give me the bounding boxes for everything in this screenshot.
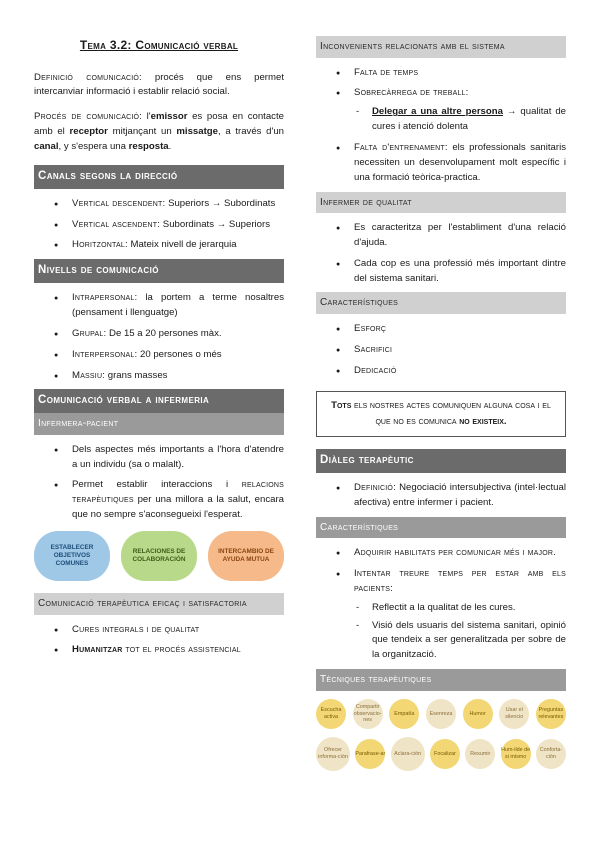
technique-bubble: Resumir xyxy=(465,739,495,769)
list-item xyxy=(316,141,566,186)
section-header-canals: Canals segons la direcció xyxy=(34,165,284,189)
item-label: Humanitzar xyxy=(72,644,123,656)
pill-ayuda-mutua: INTERCAMBIO DE AYUDA MUTUA xyxy=(208,531,284,581)
definition-paragraph xyxy=(34,71,284,101)
process-text: l' xyxy=(141,111,151,123)
list-item xyxy=(316,567,566,663)
term-canal: canal xyxy=(34,141,59,153)
item-label: Vertical descendent: xyxy=(72,197,166,209)
item-text: la portem a terme nosaltres (pensament i llenguatge) xyxy=(72,292,284,318)
list-item xyxy=(316,481,566,511)
technique-bubble: Aclara-ción xyxy=(391,737,425,771)
quote-box xyxy=(316,391,566,438)
definition-label: Definició comunicació: xyxy=(34,71,142,83)
infermera-pacient-list xyxy=(34,443,284,523)
technique-bubble: Focalizar xyxy=(430,739,460,769)
list-item xyxy=(34,327,284,342)
technique-bubble: Empatía xyxy=(389,699,419,729)
item-label: relacions terapèutiques xyxy=(72,479,284,506)
item-text: Subordinats → Superiors xyxy=(160,218,270,230)
qualitat-list xyxy=(316,221,566,286)
technique-bubble: Parafrase-ar xyxy=(355,739,385,769)
term-emissor: emissor xyxy=(150,111,188,123)
subsection-header-caracteristiques: Característiques xyxy=(316,517,566,539)
item-text: Negociació intersubjectiva (intel·lectual afectiva) entre infermer i pacient. xyxy=(354,481,566,508)
list-item xyxy=(34,218,284,233)
item-label: Interpersonal: xyxy=(72,348,138,360)
left-column xyxy=(34,36,284,664)
item-label: Delegar a una altre persona xyxy=(372,106,503,118)
tecniques-row xyxy=(316,737,566,771)
technique-bubble: Ofrecer informa-ción xyxy=(316,737,350,771)
list-item xyxy=(34,478,284,523)
item-text: Mateix nivell de jerarquia xyxy=(127,239,237,251)
item-text: per una millora a la salut, encara que no sempre s'aconsegueixi l'esperat. xyxy=(72,494,284,521)
list-item xyxy=(316,86,566,135)
list-item: ● Es caracteritza per l'establiment d'una relació d'ajuda. xyxy=(316,221,566,251)
list-item xyxy=(34,291,284,321)
section-header-caracteristiques: Característiques xyxy=(316,292,566,314)
section-header-dialeg: Diàleg terapèutic xyxy=(316,449,566,473)
item-text: 20 persones o més xyxy=(137,348,222,360)
item-label: Grupal: xyxy=(72,327,107,339)
section-header-eficac: Comunicació terapèutica eficaç i satisfactoria xyxy=(34,593,284,615)
section-header-infermeria: Comunicació verbal a infermeria xyxy=(34,389,284,413)
definition-text: procés que ens permet intercanviar informació i establir relació social. xyxy=(34,71,284,98)
sublist-item: - Visió dels usuaris del sistema sanitari, opinió que tendeix a ser generalitzada per sobre de la organització. xyxy=(354,619,566,664)
pill-objetivos: ESTABLECER OBJETIVOS COMUNES xyxy=(34,531,110,581)
nivells-list xyxy=(34,291,284,383)
list-item xyxy=(34,643,284,658)
caracteristiques-list xyxy=(316,322,566,379)
item-label: Massiu: xyxy=(72,369,106,381)
quote-text: els nostres actes comuniquen alguna cosa i el que no es comunica xyxy=(351,399,551,427)
list-item: ● Adquirir habilitats per comunicar més i major. xyxy=(316,546,566,561)
technique-bubble: Conforta-ción xyxy=(536,739,566,769)
process-text: , y s'espera una xyxy=(58,141,129,153)
item-label: Vertical ascendent: xyxy=(72,218,161,230)
list-item: ● Cures integrals i de qualitat xyxy=(34,623,284,638)
dialeg-list xyxy=(316,481,566,511)
tecniques-graphic xyxy=(316,699,566,771)
section-header-nivells: Nivells de comunicació xyxy=(34,259,284,283)
process-text: , a través d'un xyxy=(217,126,284,138)
sublist xyxy=(354,601,566,663)
process-text: . xyxy=(168,141,172,153)
section-header-qualitat: Infermer de qualitat xyxy=(316,192,566,214)
term-resposta: resposta xyxy=(128,141,169,153)
inconvenients-list xyxy=(316,66,566,186)
pill-colaboracion: RELACIONES DE COLABORACIÓN xyxy=(121,531,197,581)
list-item: ● Sacrifici xyxy=(316,343,566,358)
technique-bubble: Hum-ilde de si mismo xyxy=(501,739,531,769)
process-label: Procés de comunicació: xyxy=(34,111,142,123)
list-item xyxy=(34,348,284,363)
technique-bubble: Escucha activa xyxy=(316,699,346,729)
term-receptor: receptor xyxy=(69,126,108,138)
right-column xyxy=(316,36,566,779)
list-item: ● Esforç xyxy=(316,322,566,337)
caracteristiques-dialeg-list xyxy=(316,546,566,663)
quote-emphasis: Tots xyxy=(331,399,352,411)
eficac-list xyxy=(34,623,284,659)
item-label: Definició: xyxy=(354,481,396,493)
item-text: tot el procés assistencial xyxy=(122,644,241,656)
list-item: ● Cada cop es una professió més important dintre del sistema sanitari. xyxy=(316,257,566,287)
process-paragraph xyxy=(34,110,284,155)
item-text: Permet establir interaccions i xyxy=(72,479,242,491)
subsection-header-infermera-pacient: Infermera-pacient xyxy=(34,413,284,435)
term-missatge: missatge xyxy=(176,126,218,138)
sublist xyxy=(354,105,566,135)
technique-bubble: Preguntas relevantes xyxy=(536,699,566,729)
process-text: mitjançant un xyxy=(107,126,177,138)
technique-bubble: Humor xyxy=(463,699,493,729)
item-text: De 15 a 20 persones màx. xyxy=(106,327,222,339)
item-label: Intrapersonal: xyxy=(72,292,138,304)
item-label: Falta d'entrenament: xyxy=(354,141,448,153)
item-label: Horitzontal: xyxy=(72,239,128,251)
page-title: Tema 3.2: Comunicació verbal xyxy=(79,38,239,52)
list-item xyxy=(34,197,284,212)
list-item: ● Falta de temps xyxy=(316,66,566,81)
list-item: ● Dels aspectes més importants a l'hora d'atendre a un individu (sa o malalt). xyxy=(34,443,284,473)
relation-pills xyxy=(34,531,284,581)
item-text: Superiors → Subordinats xyxy=(165,197,276,209)
technique-bubble: Esenreza xyxy=(426,699,456,729)
quote-emphasis: no existeix. xyxy=(459,415,507,427)
list-item xyxy=(34,238,284,253)
technique-bubble: Usar el silencio xyxy=(499,699,529,729)
canals-list xyxy=(34,197,284,254)
sublist-item: - Reflectit a la qualitat de les cures. xyxy=(354,601,566,616)
process-text: es posa en contacte amb el xyxy=(34,111,284,138)
tecniques-row xyxy=(316,699,566,729)
item-text: els professionals sanitaris necessiten un desenvolupament molt específic i una formació teòrica-practica. xyxy=(354,141,567,183)
item-label: Intentar treure temps per estar amb els pacients: xyxy=(354,568,566,594)
item-text: grans masses xyxy=(105,369,168,381)
technique-bubble: Compartir observacio-nes xyxy=(353,699,383,729)
sublist-item xyxy=(354,105,566,135)
list-item xyxy=(34,369,284,384)
item-label: Sobrecàrrega de treball: xyxy=(354,87,469,99)
list-item: ● Dedicació xyxy=(316,364,566,379)
section-header-inconvenients: Inconvenients relacionats amb el sistema xyxy=(316,36,566,58)
section-header-tecniques: Tècniques terapèutiques xyxy=(316,669,566,691)
item-text: → qualitat de cures i atenció dolenta xyxy=(372,106,566,133)
